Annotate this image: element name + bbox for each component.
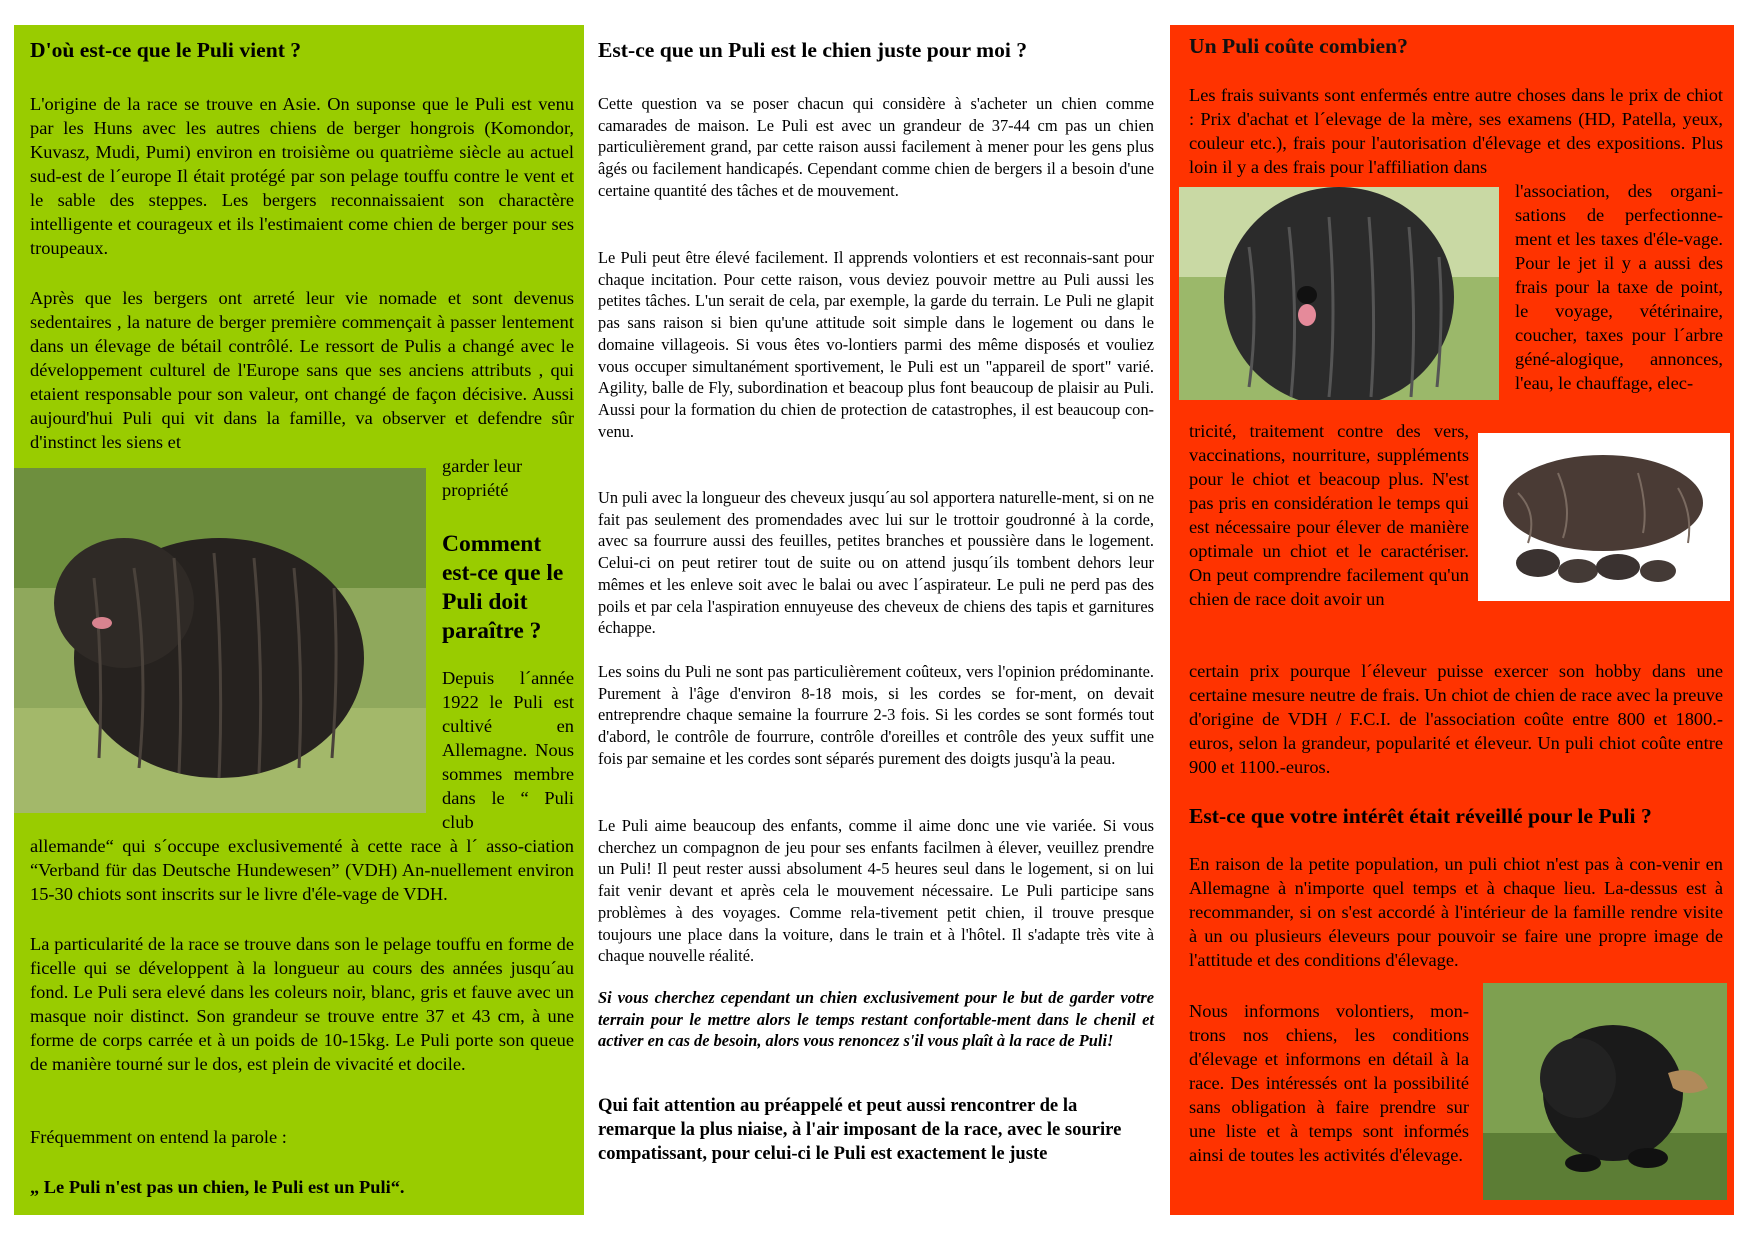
puli-puppy-photo [1483,983,1727,1200]
right-column [1170,25,1734,1215]
history-paragraph: Après que les bergers ont arreté leur vie nomade et sont devenus sedentaires , la nature de berger première commençait à passer lentement dans un élevage de bétail contrôlé. Le ressort de Pulis a changé avec le développement culturel de l'Europe sans que ses anciens attributs , qui etaient responsable pour son valeur, ont changé de façon décisive. Aussi aujourd'hui Puli qui vit dans la famille, va observer et defendre sûr d'instinct les siens et [30,288,574,452]
suitability-paragraph-2: Le Puli peut être élevé facilement. Il apprends volontiers et est reconnais-sant pour chaque incitation. Pour cette raison, vous deviez pouvoir mettre au Puli aussi les petites tâches. L'un serait de cela, par exemple, la garde du terrain. Le Puli ne glapit pas sans raison si bien qu'une attitude soit simple dans le logement ou dans le domaine villageois. Si vous êtes vo-lontiers parmi des même disposés et vouliez vous occuper simultanément sportivement, le Puli est un "appareil de sport" varié. Agility, balle de Fly, subordination et beacoup plus font beaucoup de plaisir au Puli. Aussi pour la formation du chien de protection de catastrophes, il est beaucoup con-venu. [598,248,1154,441]
warning-paragraph: Si vous cherchez cependant un chien exclusivement pour le but de garder votre terrain pour le mettre alors le temps restant confortable-ment dans le chenil et activer en cas de besoin, alors vous renoncez s'il vous plaît à la race de Puli! [598,988,1154,1051]
suitability-paragraph-5: Le Puli aime beaucoup des enfants, comme il aime donc une vie variée. Si vous cherchez un compagnon de jeu pour ses enfants facilmen à élever, veuillez prendre un Puli! Il peut rester aussi absolument 4-5 heures seul dans le logement, si on lui fait venir devant et après cela le mouvement nécessaire. Le Puli participe sans problèmes à des voyages. Comme rela-tivement petit chien, il trouve presque toujours une place dans la voiture, dans le train et à l'hôtel. Il s'adapte très vite à chaque nouvelle réalité. [598,816,1154,966]
history-paragraph-cont: garder leur propriété [442,456,523,500]
cost-paragraph: Les frais suivants sont enfermés entre autre choses dans le prix de chiot : Prix d'achat et l´elevage de la mère, ses examens (HD, Patella, yeux, couleur etc.), frais pour l'autorisation d'élevage et des expositions. Plus loin il y a des frais pour l'affiliation dans [1189,85,1723,177]
cost-heading: Un Puli coûte combien? [1189,34,1408,58]
info-paragraph: Nous informons volontiers, mon-trons nos chiens, les conditions d'élevage et informons en détail à la race. Des intéressés ont la possibilité sans obligation à faire prendre sur une liste et à temps sont informés ainsi de toutes les activités d'élevage. [1189,1001,1469,1165]
suitability-paragraph-3: Un puli avec la longueur des cheveux jusqu´au sol apportera naturelle-ment, si on ne fait pas seulement des promendades avec lui sur le trottoir goudronné à la corde, avec sa fourrure aussi des feuilles, petites branches et poussière dans le logement. Celui-ci on peut retirer tout de suite ou on attend jusqu´ils tombent dehors leur mêmes et les enleve soit avec le balai ou avec l´aspirateur. Le puli ne perd pas des poils et par cela l'aspiration ennuyeuse des cheveux de chiens des tapis et garnitures échappe. [598,488,1154,638]
left-column [14,25,584,1215]
closing-paragraph: Qui fait attention au préappelé et peut aussi rencontrer de la remarque la plus niaise, à l'air imposant de la race, avec le sourire compatissant, pour celui-ci le Puli est exactement le juste [598,1095,1122,1165]
origin-paragraph: L'origine de la race se trouve en Asie. On suponse que le Puli est venu par les Huns avec les autres chiens de berger hongrois (Komondor, Kuvasz, Mudi, Pumi) environ en troisième ou quatrième siècle au actuel sud-est de l´europe Il était protégé par son pelage touffu contre le vent et le sable des steppes. Les bergers reconnaissaient son charactère intelligente et courageux et ils l'estimaient come chien de berger pour ses troupeaux. [30,94,574,258]
appearance-paragraph: allemande“ qui s´occupe exclusivementé à cette race à l´ asso-ciation “Verband für das Deutsche Hundewesen” (VDH) An-nuellement environ 15-30 chiots sont inscrits sur le livre d'éle-vage de VDH. [30,836,574,904]
interest-paragraph: En raison de la petite population, un puli chiot n'est pas à con-venir en Allemagne à n'importe quel temps et à chaque lieu. La-dessus est à recommander, si on s'est accordé à l'intérieur de la famille rendre visite à un ou plusieurs éleveurs pour pouvoir se faire une propre image de l'attitude et des conditions d'élevage. [1189,854,1723,970]
suitability-paragraph-1: Cette question va se poser chacun qui considère à s'acheter un chien comme camarades de maison. Le Puli est avec un grandeur de 37-44 cm pas un chien particulièrement grand, par cette raison aussi facilement à mener pour les gens plus âgés ou facilement handicapés. Cependant comme chien de bergers il a besoin d'une certaine quantité des tâches et de mouvement. [598,94,1154,200]
characteristics-paragraph: La particularité de la race se trouve dans son le pelage touffu en forme de ficelle qui se développent à la longueur au cours des années jusqu´au fond. Le Puli sera elevé dans les coleurs noir, blanc, gris et fauve avec un masque noir distinct. Son grandeur se trouve entre 37 et 43 cm, à une forme de corps carrée et à un poids de 10-15kg. Le Puli porte son queue de manière tourné sur le dos, est plein de vivacité et docile. [30,934,574,1074]
appearance-heading: Comment est-ce que le Puli doit paraître ? [442,531,564,644]
middle-column [584,25,1166,1215]
cost-final-paragraph: certain prix pourque l´éleveur puisse exercer son hobby dans une certaine mesure neutre de frais. Un chiot de chien de race avec la preuve d'origine de VDH / F.C.I. de l'association coûte entre 800 et 1800.-euros, selon la grandeur, popularité et éleveur. Un puli chiot coûte entre 900 et 1100.-euros. [1189,661,1723,777]
suitability-heading: Est-ce que un Puli est le chien juste pour moi ? [598,38,1028,62]
saying-quote: „ Le Puli n'est pas un chien, le Puli est un Puli“. [30,1177,405,1197]
puli-litter-photo [1478,433,1730,601]
puli-head-photo [1179,187,1499,400]
cost-side-paragraph-2: tricité, traitement contre des vers, vaccinations, nourriture, suppléments pour le chiot et beacoup plus. N'est pas pris en considération le temps qui est nécessaire pour élever de manière optimale un chiot et le caractériser. On peut comprendre facilement qu'un chien de race doit avoir un [1189,421,1469,609]
appearance-side-paragraph: Depuis l´année 1922 le Puli est cultivé en Allemagne. Nous sommes membre dans le “ Puli club [442,668,574,832]
suitability-paragraph-4: Les soins du Puli ne sont pas particulièrement coûteux, vers l'opinion prédominante. Purement à l'âge d'environ 8-18 mois, si les cordes se for-ment, on devait entreprendre chaque semaine la fourrure 2-3 fois. Si les cordes se sont formés tout d'abord, le contrôle de fourrure, contrôle d'oreilles et contrôle des yeux suffit une fois par semaine et les cordes sont séparés purement des doigts jusqu'à la peau. [598,662,1154,768]
interest-heading: Est-ce que votre intérêt était réveillé pour le Puli ? [1189,804,1652,828]
cost-side-paragraph: l'association, des organi-sations de perfectionne-ment et les taxes d'éle-vage. Pour le jet il y a aussi des frais pour la taxe de point, le voyage, vétérinaire, coucher, taxes pour l´arbre géné-alogique, annonces, l'eau, le chauffage, elec- [1515,181,1723,393]
puli-adult-photo [14,468,426,813]
saying-intro: Fréquemment on entend la parole : [30,1127,287,1147]
origin-heading: D'où est-ce que le Puli vient ? [30,38,302,62]
